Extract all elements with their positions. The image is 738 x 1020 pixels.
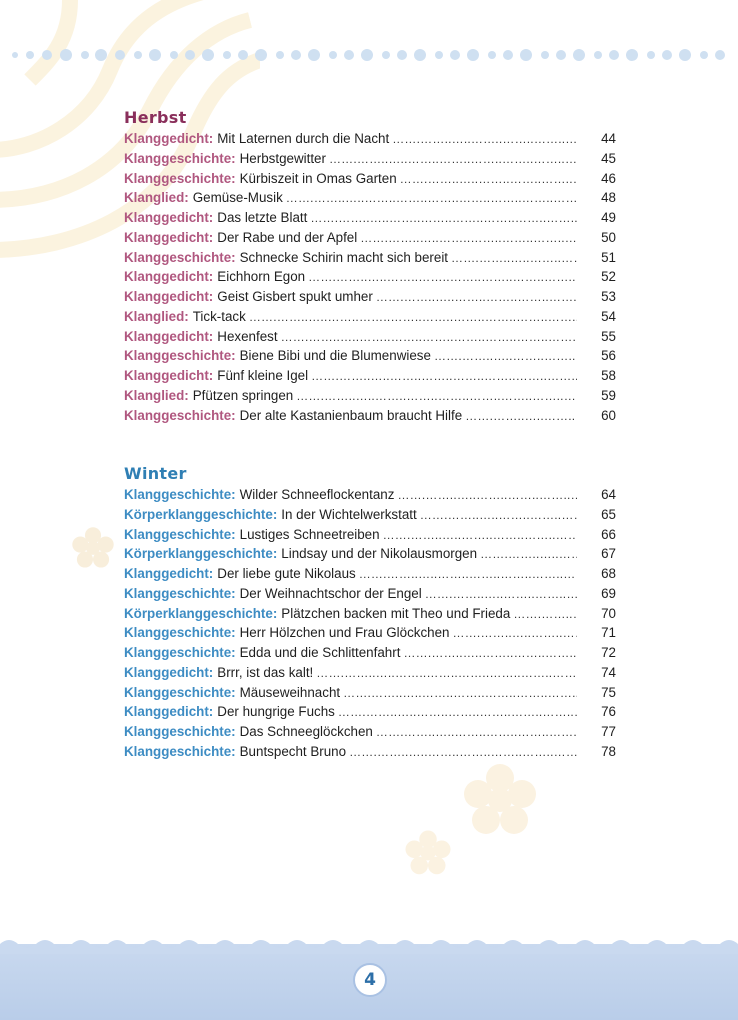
toc-dot-leader	[329, 150, 577, 170]
toc-entry-title: Der hungrige Fuchs	[217, 704, 335, 720]
toc-entry-title: Tick-tack	[192, 308, 246, 324]
toc-dot-leader	[338, 703, 577, 723]
toc-dot-leader	[281, 328, 577, 348]
toc-entry	[124, 346, 616, 366]
toc-entry-title: Der Rabe und der Apfel	[217, 229, 358, 245]
toc-entry	[124, 544, 616, 564]
toc-entry-title: Der Weihnachtschor der Engel	[239, 585, 422, 601]
toc-entry-page: 64	[601, 487, 616, 502]
toc-entry-type: Klanggedicht:	[124, 328, 214, 344]
toc-entry	[124, 386, 616, 406]
toc-dot-leader	[425, 585, 577, 605]
toc-dot-leader	[403, 644, 577, 664]
toc-entry-page: 70	[601, 605, 616, 621]
toc-dot-leader	[383, 526, 577, 546]
toc-dot-leader	[286, 189, 577, 209]
toc-dot-leader	[451, 249, 577, 269]
footer-wave-decoration	[0, 934, 738, 954]
toc-entry-page: 58	[601, 368, 616, 383]
toc-entry-title: In der Wichtelwerkstatt	[281, 506, 417, 522]
toc-entry-page: 52	[601, 269, 616, 285]
toc-entry	[124, 406, 616, 426]
toc-entry	[124, 267, 616, 287]
toc-entry-page: 50	[601, 229, 616, 245]
toc-entry-page: 59	[601, 387, 616, 403]
toc-entry	[124, 722, 616, 742]
toc-dot-leader	[397, 486, 577, 506]
toc-dot-leader	[392, 130, 577, 150]
toc-entry	[124, 742, 616, 762]
toc-entry	[124, 129, 616, 149]
section-title-winter: Winter	[124, 464, 187, 483]
toc-entry-type: Klanglied:	[124, 308, 189, 324]
toc-entry-page: 72	[601, 645, 616, 660]
toc-entry-title: Eichhorn Egon	[217, 269, 306, 285]
toc-entry-type: Klanggeschichte:	[124, 743, 236, 759]
toc-entry	[124, 228, 616, 248]
toc-entry-type: Klanggedicht:	[124, 566, 214, 581]
toc-entry	[124, 564, 616, 584]
toc-entry	[124, 604, 616, 624]
toc-entry-type: Klanggeschichte:	[124, 724, 236, 739]
flower-icon	[403, 828, 453, 878]
toc-dot-leader	[376, 288, 577, 308]
flower-icon	[460, 760, 540, 840]
toc-dot-leader	[296, 387, 577, 407]
toc-entry-page: 66	[601, 526, 616, 542]
toc-entry-page: 71	[601, 625, 616, 641]
toc-entry-page: 74	[601, 664, 616, 680]
toc-dot-leader	[360, 229, 577, 249]
toc-entry-title: Der alte Kastanienbaum braucht Hilfe	[239, 407, 463, 423]
toc-entry	[124, 327, 616, 347]
toc-entry	[124, 149, 616, 169]
toc-entry-title: Wilder Schneeflockentanz	[239, 487, 395, 502]
toc-entry-title: Edda und die Schlittenfahrt	[239, 645, 401, 660]
toc-entry-page: 56	[601, 348, 616, 364]
toc-entry-title: Das letzte Blatt	[217, 210, 308, 225]
section-title-herbst: Herbst	[124, 108, 187, 127]
toc-entry-type: Klanggedicht:	[124, 269, 214, 285]
toc-list-herbst	[124, 129, 616, 425]
toc-entry-type: Klanggedicht:	[124, 368, 214, 383]
toc-entry	[124, 702, 616, 722]
toc-entry-page: 51	[601, 249, 616, 265]
toc-entry-title: Geist Gisbert spukt umher	[217, 289, 373, 304]
toc-entry-type: Klanggeschichte:	[124, 170, 236, 186]
toc-dot-leader	[434, 347, 577, 367]
toc-entry-type: Körperklanggeschichte:	[124, 546, 278, 562]
toc-entry-title: Buntspecht Bruno	[239, 743, 347, 759]
toc-entry-title: Herr Hölzchen und Frau Glöckchen	[239, 625, 450, 641]
toc-entry	[124, 505, 616, 525]
toc-entry	[124, 366, 616, 386]
toc-entry	[124, 208, 616, 228]
toc-dot-leader	[311, 367, 577, 387]
toc-entry-type: Klanggedicht:	[124, 210, 214, 225]
toc-entry-type: Klanggeschichte:	[124, 526, 236, 542]
toc-entry-title: Mäuseweihnacht	[239, 684, 341, 700]
toc-entry-page: 55	[601, 328, 616, 344]
toc-entry-page: 68	[601, 566, 616, 581]
toc-entry-page: 54	[601, 308, 616, 324]
toc-entry-page: 46	[601, 170, 616, 186]
toc-entry-type: Klanglied:	[124, 387, 189, 403]
toc-entry-type: Klanglied:	[124, 190, 189, 206]
toc-entry-type: Körperklanggeschichte:	[124, 506, 278, 522]
toc-entry	[124, 584, 616, 604]
toc-dot-leader	[310, 209, 577, 229]
toc-entry-page: 67	[601, 546, 616, 562]
toc-entry-title: Fünf kleine Igel	[217, 368, 309, 383]
toc-dot-leader	[349, 743, 577, 763]
toc-entry-title: Pfützen springen	[192, 387, 294, 403]
toc-entry-page: 69	[601, 585, 616, 601]
toc-entry-type: Klanggeschichte:	[124, 585, 236, 601]
toc-entry	[124, 623, 616, 643]
toc-entry-title: Der liebe gute Nikolaus	[217, 566, 356, 581]
toc-entry-type: Klanggeschichte:	[124, 487, 236, 502]
toc-entry-title: Kürbiszeit in Omas Garten	[239, 170, 397, 186]
toc-entry	[124, 643, 616, 663]
toc-entry-page: 78	[601, 743, 616, 759]
toc-entry-type: Körperklanggeschichte:	[124, 605, 278, 621]
toc-entry-title: Schnecke Schirin macht sich bereit	[239, 249, 449, 265]
toc-entry	[124, 683, 616, 703]
toc-list-winter	[124, 485, 616, 762]
toc-entry-type: Klanggedicht:	[124, 229, 214, 245]
toc-entry-type: Klanggedicht:	[124, 704, 214, 720]
toc-entry-page: 45	[601, 150, 616, 166]
toc-dot-leader	[465, 407, 577, 427]
toc-dot-leader	[420, 506, 577, 526]
toc-dot-leader	[359, 565, 577, 585]
toc-entry-page: 75	[601, 684, 616, 700]
toc-entry-title: Plätzchen backen mit Theo und Frieda	[281, 605, 511, 621]
toc-entry	[124, 287, 616, 307]
page-number: 4	[353, 963, 387, 997]
toc-entry-title: Das Schneeglöckchen	[239, 724, 373, 739]
toc-entry-page: 48	[601, 190, 616, 206]
toc-dot-leader	[249, 308, 577, 328]
toc-entry	[124, 663, 616, 683]
toc-dot-leader	[316, 664, 577, 684]
toc-entry-page: 44	[601, 131, 616, 146]
toc-entry-type: Klanggeschichte:	[124, 249, 236, 265]
toc-entry-type: Klanggeschichte:	[124, 150, 236, 166]
toc-entry-type: Klanggedicht:	[124, 131, 214, 146]
toc-entry-title: Lustiges Schneetreiben	[239, 526, 380, 542]
toc-entry-type: Klanggedicht:	[124, 289, 214, 304]
toc-entry	[124, 169, 616, 189]
toc-entry	[124, 248, 616, 268]
toc-entry-title: Lindsay und der Nikolausmorgen	[281, 546, 478, 562]
flower-icon	[70, 525, 116, 571]
toc-entry-title: Mit Laternen durch die Nacht	[217, 131, 390, 146]
toc-entry-page: 49	[601, 210, 616, 225]
toc-entry-page: 60	[601, 407, 616, 423]
toc-entry-page: 77	[601, 724, 616, 739]
toc-entry-type: Klanggedicht:	[124, 664, 214, 680]
toc-entry-type: Klanggeschichte:	[124, 645, 236, 660]
toc-dot-leader	[453, 624, 577, 644]
toc-entry-page: 53	[601, 289, 616, 304]
dotted-border-decoration	[0, 44, 738, 66]
toc-dot-leader	[513, 605, 577, 625]
toc-entry-title: Gemüse-Musik	[192, 190, 283, 206]
toc-dot-leader	[376, 723, 577, 743]
toc-entry-title: Biene Bibi und die Blumenwiese	[239, 348, 431, 364]
toc-entry-title: Herbstgewitter	[239, 150, 326, 166]
toc-entry-type: Klanggeschichte:	[124, 348, 236, 364]
toc-dot-leader	[400, 170, 577, 190]
toc-entry-page: 65	[601, 506, 616, 522]
toc-entry-type: Klanggeschichte:	[124, 684, 236, 700]
toc-dot-leader	[480, 545, 577, 565]
toc-entry	[124, 485, 616, 505]
toc-entry-title: Hexenfest	[217, 328, 278, 344]
toc-entry-type: Klanggeschichte:	[124, 407, 236, 423]
toc-entry-title: Brrr, ist das kalt!	[217, 664, 314, 680]
toc-entry	[124, 525, 616, 545]
toc-dot-leader	[308, 268, 577, 288]
toc-entry-page: 76	[601, 704, 616, 720]
toc-entry	[124, 307, 616, 327]
toc-entry-type: Klanggeschichte:	[124, 625, 236, 641]
toc-entry	[124, 188, 616, 208]
toc-dot-leader	[343, 684, 577, 704]
